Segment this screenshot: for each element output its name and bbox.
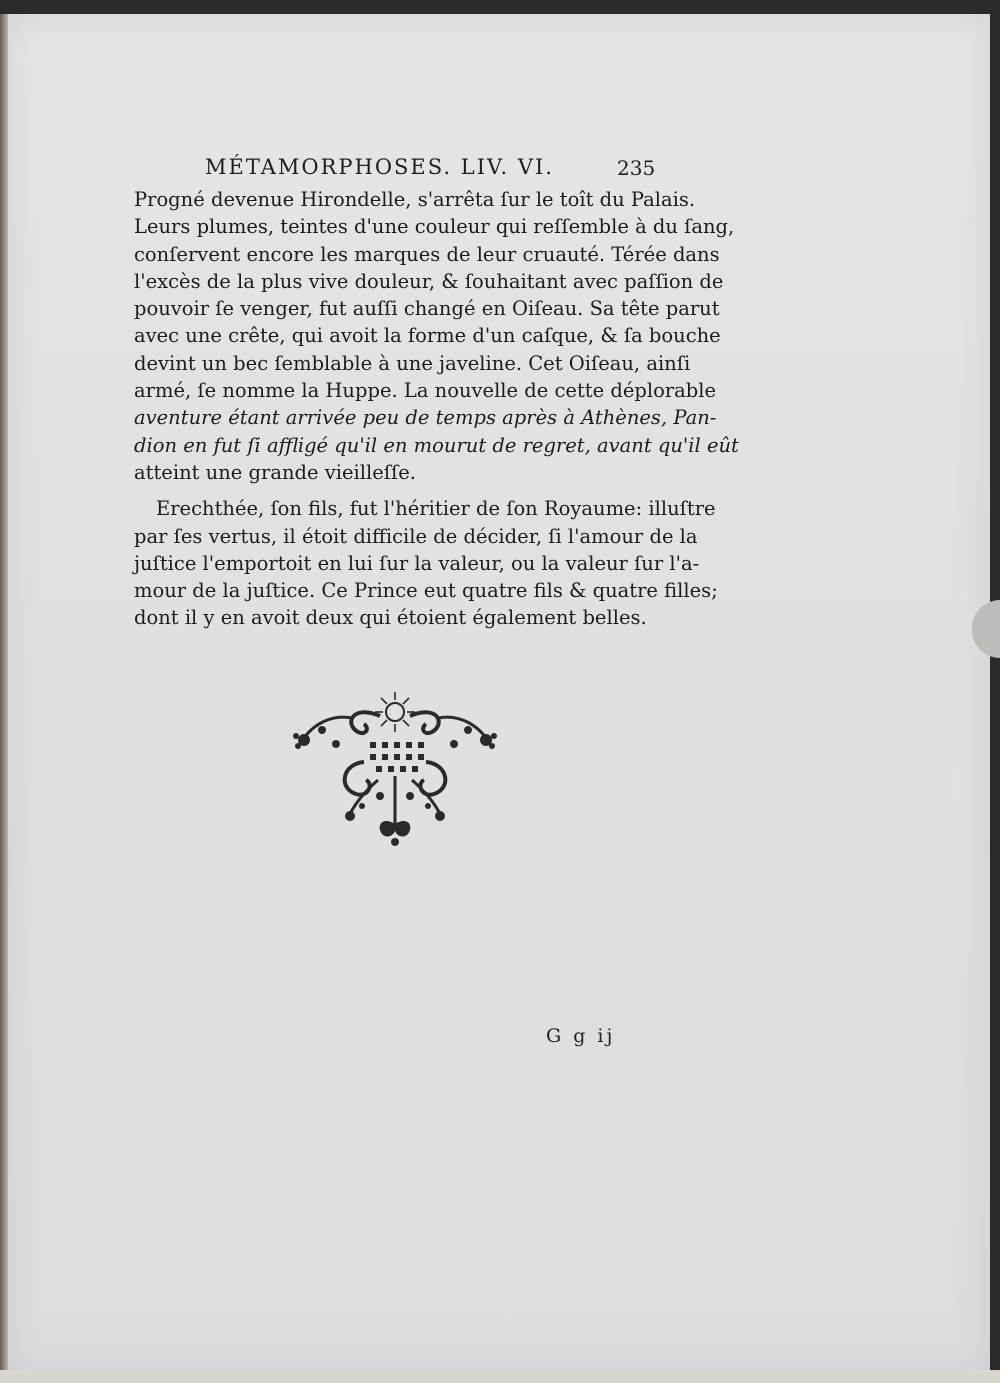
text-line: pouvoir ſe venger, fut auſſi changé en Oiſeau. Sa tête parut bbox=[134, 297, 720, 321]
text-line: conſervent encore les marques de leur cruauté. Térée dans bbox=[134, 242, 720, 266]
text-line: juſtice l'emportoit en lui ſur la valeur, ou la valeur ſur l'a- bbox=[134, 551, 700, 575]
text-line: mour de la juſtice. Ce Prince eut quatre fils & quatre filles; bbox=[134, 579, 718, 603]
page-number: 235 bbox=[617, 156, 656, 180]
text-line: devint un bec ſemblable à une javeline. Cet Oiſeau, ainſi bbox=[134, 351, 691, 375]
running-head: MÉTAMORPHOSES. LIV. VI. bbox=[205, 155, 554, 179]
text-line: Leurs plumes, teintes d'une couleur qui reſſemble à du ſang, bbox=[134, 215, 735, 239]
body-text bbox=[134, 186, 739, 632]
text-line: armé, ſe nomme la Huppe. La nouvelle de cette déplorable bbox=[134, 379, 717, 403]
text-line-italic: aventure étant arrivée peu de temps après à Athènes, Pan- bbox=[134, 406, 717, 430]
text-line: par ſes vertus, il étoit difficile de décider, ſi l'amour de la bbox=[134, 524, 698, 548]
page-bottom-edge bbox=[0, 1370, 1000, 1383]
text-line-italic: dion en fut ſi affligé qu'il en mourut de regret, avant qu'il eût bbox=[134, 433, 739, 457]
text-line: avec une crête, qui avoit la forme d'un caſque, & ſa bouche bbox=[134, 324, 721, 348]
text-line: Erechthée, ſon fils, fut l'héritier de ſon Royaume: illuſtre bbox=[156, 497, 716, 521]
paragraph-end-line: atteint une grande vieilleſſe. bbox=[134, 460, 416, 484]
signature-mark: G g ij bbox=[546, 1025, 616, 1047]
text-line: l'excès de la plus vive douleur, & ſouhaitant avec paſſion de bbox=[134, 269, 724, 293]
paragraph-end-line: dont il y en avoit deux qui étoient également belles. bbox=[134, 606, 647, 630]
fleuron-ornament bbox=[292, 684, 498, 846]
text-line: Progné devenue Hirondelle, s'arrêta ſur le toît du Palais. bbox=[134, 188, 696, 211]
